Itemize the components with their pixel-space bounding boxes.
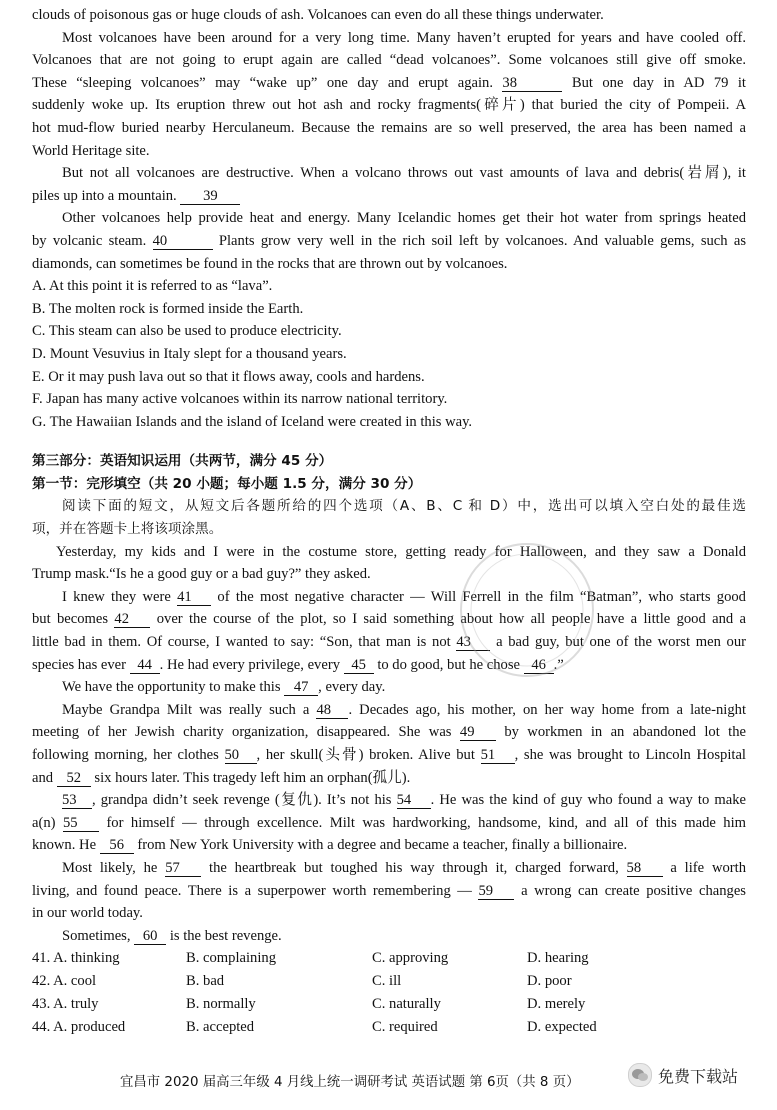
cloze-line	[32, 699, 746, 722]
text-span: Plants grow very well in the rich soil left by volcanoes. And valuable gems, such as	[218, 232, 747, 249]
question-row	[32, 1016, 746, 1039]
blank-60: 60	[134, 928, 166, 945]
blank-42: 42	[114, 611, 150, 628]
option-c: C. required	[372, 1019, 438, 1036]
passage-line: hot mud-flow buried nearby Herculaneum. Because the remains are so well preserved, the area has been named a	[32, 119, 746, 136]
cloze-line	[32, 834, 746, 857]
option-d: D. poor	[527, 973, 572, 990]
text-span: Sometimes,	[62, 927, 131, 944]
cloze-line	[32, 631, 746, 654]
text-span: by workmen in an abandoned lot the	[504, 724, 746, 741]
text-span: a bad guy, but one of the worst men our	[496, 634, 746, 651]
blank-38: 38	[502, 75, 562, 92]
text-span: a life worth	[670, 859, 746, 876]
option-item: F. Japan has many active volcanoes within its narrow national territory.	[32, 391, 448, 408]
text-span: Maybe Grandpa Milt was really such a	[62, 701, 310, 718]
blank-39: 39	[180, 188, 240, 205]
text-span: the heartbreak but toughed his way through it, charged forward,	[209, 859, 619, 876]
option-b: B. bad	[186, 973, 225, 990]
blank-52: 52	[57, 770, 91, 787]
text-span: Most likely, he	[62, 859, 158, 876]
option-d: D. hearing	[527, 950, 589, 967]
passage-line: diamonds, can sometimes be found in the rocks that are thrown out by volcanoes.	[32, 255, 508, 272]
text-span: and	[32, 769, 54, 786]
blank-49: 49	[460, 724, 496, 741]
watermark-text: 免费下载站	[658, 1066, 739, 1086]
text-span: , grandpa didn’t seek revenge (复仇). It’s not his	[92, 792, 392, 809]
cloze-line	[32, 812, 746, 835]
blank-47: 47	[284, 679, 318, 696]
blank-55: 55	[63, 815, 99, 832]
blank-54: 54	[397, 792, 431, 809]
text-span: , she was brought to Lincoln Hospital	[514, 747, 746, 763]
footer-text: 宜昌市 2020 届高三年级 4 月线上统一调研考试 英语试题 第 6页（共 8 页）	[120, 1075, 580, 1090]
text-span: We have the opportunity to make this	[62, 679, 281, 696]
text-span: of the most negative character — Will Ferrell in the film “Batman”, who starts good	[217, 588, 746, 605]
option-a: 44. A. produced	[32, 1019, 126, 1036]
passage-line: World Heritage site.	[32, 142, 150, 159]
cloze-line	[32, 925, 746, 948]
spacer	[32, 433, 746, 450]
cloze-line: Yesterday, my kids and I were in the costume store, getting ready for Halloween, and they saw a Donald	[56, 543, 746, 560]
text-span: , her skull(头骨) broken. Alive but	[256, 747, 475, 763]
option-b: B. normally	[186, 996, 256, 1013]
blank-57: 57	[165, 860, 201, 877]
passage-line: But not all volcanoes are destructive. When a volcano throws out vast amounts of lava and debris(岩屑), it	[62, 165, 746, 182]
text-span: . He had every privilege, every	[159, 656, 340, 673]
text-span: is the best revenge.	[169, 927, 282, 944]
blank-46: 46	[524, 657, 554, 674]
option-a: 41. A. thinking	[32, 950, 120, 967]
watermark	[628, 1063, 738, 1087]
option-item: B. The molten rock is formed inside the Earth.	[32, 300, 304, 317]
blank-53: 53	[62, 792, 92, 809]
text-span: species has ever	[32, 656, 127, 673]
blank-56: 56	[100, 837, 134, 854]
blank-44: 44	[130, 657, 160, 674]
text-span: for himself — through excellence. Milt was hardworking, handsome, kind, and all of this made him	[106, 814, 747, 831]
text-span: , every day.	[318, 679, 386, 696]
cloze-line	[32, 744, 746, 767]
text-span: meeting of her Jewish charity organization, disappeared. She was	[32, 724, 452, 741]
option-item: D. Mount Vesuvius in Italy slept for a thousand years.	[32, 345, 347, 362]
question-row	[32, 993, 746, 1016]
text-span: piles up into a mountain.	[32, 187, 177, 204]
option-a: 43. A. truly	[32, 996, 99, 1013]
blank-41: 41	[177, 589, 211, 606]
cloze-line	[32, 721, 746, 744]
stamp-icon	[452, 535, 602, 685]
cloze-line	[32, 608, 746, 631]
text-span: by volcanic steam.	[32, 232, 147, 249]
text-span: but becomes	[32, 611, 109, 628]
text-span: to do good, but he chose	[377, 656, 520, 673]
blank-58: 58	[627, 860, 663, 877]
cloze-line: Trump mask.“Is he a good guy or a bad guy?” they asked.	[32, 566, 371, 583]
wechat-icon	[628, 1063, 652, 1087]
text-span: . He was the kind of guy who found a way to make	[430, 792, 746, 809]
text-span: . Decades ago, his mother, on her way home from a late-night	[348, 701, 747, 718]
blank-50: 50	[225, 747, 257, 764]
option-b: B. accepted	[186, 1019, 255, 1036]
cloze-line	[32, 767, 746, 790]
cloze-line	[32, 857, 746, 880]
passage-line: Most volcanoes have been around for a very long time. Many haven’t erupted for years and have cooled off.	[62, 29, 746, 46]
exam-page	[32, 4, 746, 1039]
option-d: D. expected	[527, 1019, 597, 1036]
cloze-line	[32, 880, 746, 903]
passage-line	[32, 230, 746, 253]
option-b: B. complaining	[186, 950, 276, 967]
section-title: 第三部分：英语知识运用（共两节，满分 45 分）	[32, 453, 333, 470]
text-span: But one day in AD 79 it	[571, 74, 746, 91]
option-c: C. ill	[372, 973, 402, 990]
blank-43: 43	[456, 634, 490, 651]
instruction-line: 项，并在答题卡上将该项涂黑。	[32, 521, 223, 538]
text-span: from New York University with a degree and became a teacher, finally a billionaire.	[137, 837, 628, 854]
option-item: A. At this point it is referred to as “lava”.	[32, 278, 273, 295]
question-row	[32, 970, 746, 993]
passage-line: Volcanoes that are not going to erupt again are called “dead volcanoes”. Some volcanoes still give off smoke.	[32, 52, 746, 69]
instruction-line: 阅读下面的短文，从短文后各题所给的四个选项（A、B、C 和 D）中，选出可以填入空白处的最佳选	[62, 498, 746, 515]
text-span: over the course of the plot, so I said something about how all people have a little good and a	[156, 611, 746, 628]
option-d: D. merely	[527, 996, 586, 1013]
option-item: C. This steam can also be used to produce electricity.	[32, 323, 342, 340]
option-c: C. approving	[372, 950, 449, 967]
text-span: a wrong can create positive changes	[521, 882, 746, 899]
passage-line	[32, 72, 746, 95]
text-span: I knew they were	[62, 588, 171, 605]
text-span: following morning, her clothes	[32, 747, 219, 763]
option-item: E. Or it may push lava out so that it flows away, cools and hardens.	[32, 368, 425, 385]
text-span: known. He	[32, 837, 97, 854]
passage-line	[32, 185, 746, 208]
cloze-line	[32, 789, 746, 812]
text-span: six hours later. This tragedy left him an orphan(孤儿).	[94, 769, 411, 786]
text-span: living, and found peace. There is a superpower worth remembering —	[32, 882, 472, 899]
text-span: .”	[553, 656, 564, 673]
option-a: 42. A. cool	[32, 973, 97, 990]
cloze-line	[32, 654, 746, 677]
text-span: little bad in them. Of course, I wanted to say: “Son, that man is not	[32, 634, 451, 651]
section-subtitle: 第一节：完形填空（共 20 小题；每小题 1.5 分，满分 30 分）	[32, 475, 422, 492]
passage-line: suddenly woke up. Its eruption threw out hot ash and rocky fragments(碎片) that buried the city of Pompeii. A	[32, 97, 746, 114]
option-item: G. The Hawaiian Islands and the island of Iceland were created in this way.	[32, 413, 473, 430]
cloze-line	[32, 586, 746, 609]
text-span: These “sleeping volcanoes” may “wake up” one day and erupt again.	[32, 74, 493, 91]
cloze-line: in our world today.	[32, 905, 143, 922]
cloze-line	[32, 676, 746, 699]
blank-51: 51	[481, 747, 515, 764]
blank-40: 40	[153, 233, 213, 250]
blank-45: 45	[344, 657, 374, 674]
passage-line: Other volcanoes help provide heat and energy. Many Icelandic homes get their hot water from springs heated	[62, 210, 746, 227]
option-c: C. naturally	[372, 996, 441, 1013]
question-row	[32, 947, 746, 970]
passage-line: clouds of poisonous gas or huge clouds of ash. Volcanoes can even do all these things underwater.	[32, 7, 604, 23]
text-span: a(n)	[32, 814, 56, 831]
blank-48: 48	[316, 702, 348, 719]
blank-59: 59	[478, 883, 514, 900]
